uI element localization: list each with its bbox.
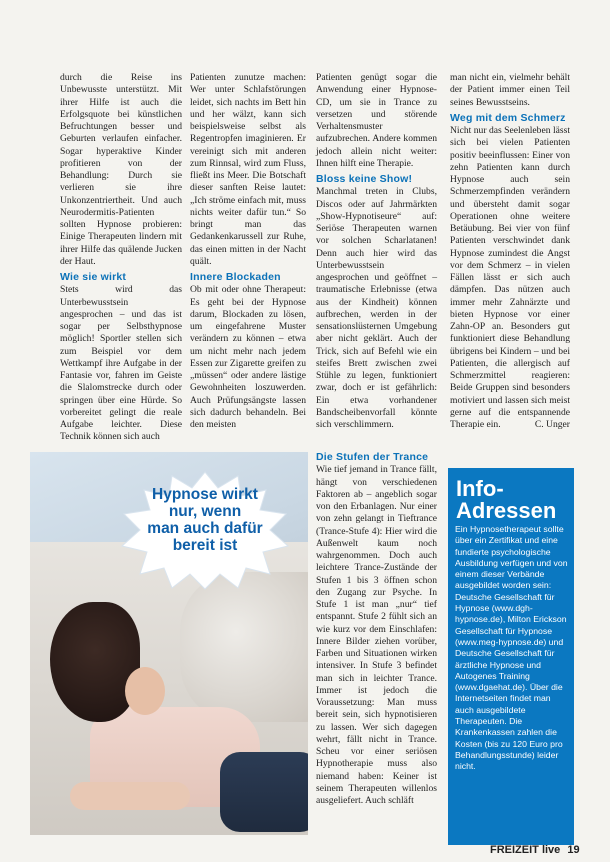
section-heading: Weg mit dem Schmerz [450, 111, 566, 124]
paragraph: Wie tief jemand in Trance fällt, hängt von verschiedenen Faktoren ab – angeblich sogar von den Erbanlagen. Nur einer von zehn gelangt in Tieftrance (Trance-Stufe 4): Hier wird die Außenwelt kaum noch wahrgenommen. Doch auch leichtere Trance-Zustände der Stufen 1 bis 3 öffnen schon den Zugang zur Psyche. In Stufe 1 ist man „nur“ tief entspannt. Stufe 2 fühlt sich an wie kurz vor dem Einschlafen: Innere Bilder ziehen vorüber, Farben und Situationen wirken intensiver. In Stufe 3 befindet man sich in leichter Trance. Immer ist jedoch die Voraussetzung: Man muss bereit sein, sich hypnotisieren zu lassen. Wer sich dagegen wehrt, fällt nicht in Trance. Scheu vor einer seriösen Hypnotherapie muss also niemand haben: Keiner ist seinem Therapeuten willenlos ausgeliefert. Auch schläft [316, 464, 437, 806]
section-heading: Die Stufen der Trance [316, 451, 429, 463]
info-title-line: Info- [456, 476, 504, 501]
section-heading: Bloss keine Show! [316, 173, 413, 185]
paragraph: Ob mit oder ohne Therapeut: Es geht bei der Hypnose darum, Blockaden zu lösen, um eingefahrene Muster verändern zu können – etwa um nicht mehr nach jedem Essen zur Zigarette greifen zu „müssen“ oder andere lästige Gewohnheiten loszuwerden. Auch Prüfungsängste lassen sich dadurch behandeln. Bei den meisten [190, 284, 306, 430]
section-heading: Innere Blockaden [190, 271, 281, 283]
cushion-shape [180, 572, 308, 722]
article-column-4 [450, 72, 570, 431]
page-number: 19 [567, 844, 580, 856]
article-column-1 [60, 72, 182, 444]
info-box-text: Ein Hypnosetherapeut sollte über ein Zertifikat und eine fundierte psychologische Ausbildung verfügen und von einem dieser Verbände ausgebildet worden sein: Deutsche Gesellschaft für Hypnose (www.dgh-hypnose.de), Milton Erickson Gesellschaft für Hypnose (www.meg-hypnose.de) und Deutsche Gesellschaft für ärztliche Hypnose und Autogenes Training (www.dgaehat.de). Über die Internetseiten findet man auch ausgebildete Therapeuten. Die Krankenkassen zahlen die Kosten (bis zu 120 Euro pro Behandlungsstunde) leider nicht. [455, 524, 568, 772]
page-footer [490, 844, 580, 856]
article-column-2 [190, 72, 306, 431]
pull-quote-line: bereit ist [172, 537, 238, 554]
paragraph: Nicht nur das Seelenleben lässt sich bei vielen Patienten positiv beeinflussen: Einer von zehn Patienten kann durch Hypnose auch sein Schmerzempfinden verändern und übersteht damit sogar Operationen ohne weitere Betäubung. Bei vier von fünf Patienten verschwindet dank Hypnose zumindest die Angst vor dem Schmerz – in vielen Fällen lässt er sich auch dämpfen. Das nützen auch immer mehr Zahnärzte und bieten Hypnose vor einer Zahn-OP an. Besonders gut funktioniert diese Behandlung übrigens bei Kindern – und bei Patienten, die allergisch auf Schmerzmittel reagieren: Beide Gruppen sind besonders motiviert und lassen sich meist gerne auf die entspannende Therapie ein. C. Unger [450, 125, 570, 430]
pull-quote [120, 486, 290, 554]
paragraph: durch die Reise ins Unbewusste unterstützt. Mit ihrer Hilfe ist auch die Erfolgsquote bei künstlichen Befruchtungen besser und Geburten verlaufen einfacher. Sogar hyperaktive Kinder profitieren von der Behandlung: Durch sie verlieren sie ihre Unkonzentriertheit. Und auch Neurodermitis-Patienten sollten Hypnose probieren: Einige Therapeuten lindern mit ihrer Hilfe das quälende Jucken der Haut. [60, 72, 182, 267]
info-box-title [456, 478, 556, 522]
pull-quote-line: man auch dafür [147, 520, 263, 537]
paragraph: Stets wird das Unterbewusstsein angesprochen – und das ist sogar per Selbsthypnose möglich! Sportler stellen sich zum Beispiel vor dem Wettkampf ihre Aufgabe in der Fantasie vor, fahren im Geiste die Slalomstrecke durch oder springen über eine Hürde. So vorbereitet gelingt die reale Aufgabe leichter. Diese Technik können sich auch [60, 284, 182, 443]
pull-quote-line: Hypnose wirkt [152, 486, 258, 503]
paragraph: man nicht ein, vielmehr behält der Patient immer einen Teil seines Bewusstseins. [450, 72, 570, 108]
person-face-shape [125, 667, 165, 715]
pull-quote-line: nur, wenn [168, 503, 242, 520]
person-hair-shape [50, 602, 140, 722]
paragraph: Patienten zunutze machen: Wer unter Schlafstörungen leidet, sich nachts im Bett hin und her wälzt, kann sich beispielsweise selbst als Regentropfen imaginieren. Er vereinigt sich mit anderen zum Rinnsal, wird zum Fluss, fließt ins Meer. Die Botschaft dieser sanften Reise lautet: „Ich ströme einfach mit, muss nichts weiter dafür tun.“ So bringt man das Gedankenkarussell zur Ruhe, das einen mitten in der Nacht quält. [190, 72, 306, 267]
info-title-line: Adressen [456, 498, 557, 523]
author-signature: C. Unger [534, 419, 570, 430]
paragraph: Manchmal treten in Clubs, Discos oder auf Jahrmärkten „Show-Hypnotiseure“ auf: Seriöse Therapeuten warnen vor solchen Scharlatanen! Denn auch hier wird das Unterbewusstsein angesprochen und geöffnet – traumatische Erlebnisse (etwa aus der Kindheit) können aufbrechen, werden in der sensationslüsternen Umgebung aber nicht geklärt. Auch der Trick, sich auf Befehl wie ein steifes Brett zwischen zwei Stühle zu legen, funktioniert zwar, doch er ist gefährlich: Ein etwa vorhandener Bandscheibenvorfall könnte sich verschlimmern. [316, 186, 437, 430]
section-heading: Wie sie wirkt [60, 271, 127, 283]
article-column-3 [316, 72, 437, 431]
person-jeans-shape [220, 752, 308, 832]
article-column-3-lower [316, 448, 437, 807]
paragraph: Patienten genügt sogar die Anwendung einer Hypnose-CD, um sie in Trance zu versetzen und störende Verhaltensmuster aufzubrechen. Andere kommen jedoch allein nicht weiter: Ihnen hilft eine Therapie. [316, 72, 437, 169]
magazine-name: FREIZEIT live [490, 844, 561, 856]
person-arm-shape [70, 782, 190, 810]
